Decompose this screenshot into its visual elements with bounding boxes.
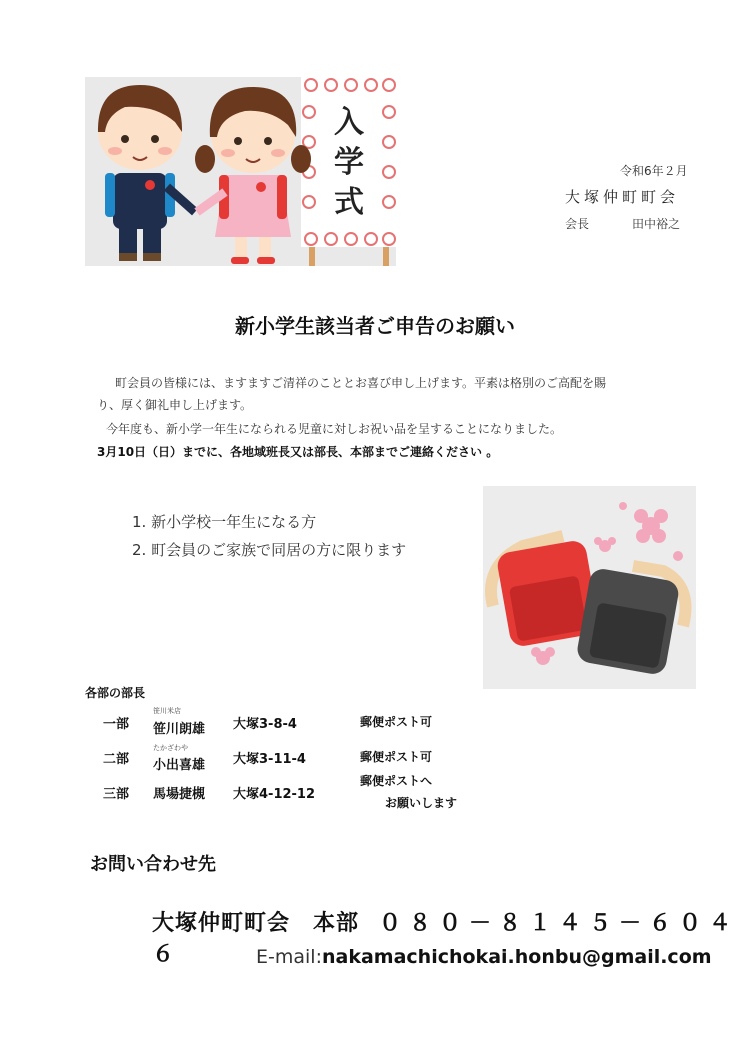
dept-label: 二部 bbox=[103, 752, 130, 767]
contact-org: 大塚仲町町会 本部 bbox=[152, 911, 360, 936]
sign-board bbox=[301, 77, 396, 266]
leader-name: 笹川朗雄 bbox=[153, 722, 206, 737]
sign-char-1: 入 bbox=[334, 105, 364, 140]
condition-item: 2. 町会員のご家族で同居の方に限ります bbox=[132, 541, 407, 559]
leader-name: 馬場捷槻 bbox=[153, 787, 206, 802]
page-title: 新小学生該当者ご申告のお願い bbox=[235, 314, 515, 338]
entrance-ceremony-illustration bbox=[85, 77, 396, 266]
contact-heading: お問い合わせ先 bbox=[90, 854, 216, 875]
organization-name: 大塚仲町町会 bbox=[565, 188, 680, 206]
contact-phone[interactable]: ０８０－８１４５－６０４６ bbox=[152, 911, 740, 967]
leader-address: 大塚3-8-4 bbox=[233, 717, 297, 732]
sign-char-2: 学 bbox=[334, 145, 364, 180]
condition-list bbox=[132, 508, 406, 564]
leader-note-cont: お願いします bbox=[385, 796, 458, 810]
leaders-heading: 各部の部長 bbox=[85, 686, 146, 700]
leader-name: 小出喜雄 bbox=[153, 758, 206, 773]
leader-note: 郵便ポスト可 bbox=[360, 715, 433, 729]
contact-email-line bbox=[256, 946, 712, 968]
body-line-1: 町会員の皆様には、ますますご清祥のこととお喜び申し上げます。平素は格別のご高配を賜 bbox=[115, 376, 607, 390]
dept-label: 三部 bbox=[103, 787, 130, 802]
body-line-2: り、厚く御礼申し上げます。 bbox=[97, 398, 253, 412]
email-label: E-mail: bbox=[256, 946, 322, 968]
leader-note: 郵便ポストへ bbox=[360, 774, 433, 788]
chair-role: 会長 bbox=[565, 217, 590, 231]
sign-char-3: 式 bbox=[334, 185, 364, 220]
leader-address: 大塚3-11-4 bbox=[233, 752, 306, 767]
body-deadline: 3月10日（日）までに、各地域班長又は部長、本部までご連絡ください 。 bbox=[97, 445, 499, 459]
dept-label: 一部 bbox=[103, 717, 130, 732]
randoseru-illustration bbox=[483, 486, 696, 689]
issue-date: 令和6年２月 bbox=[620, 164, 688, 178]
name-ruby: たかざわや bbox=[153, 744, 188, 752]
condition-item: 1. 新小学校一年生になる方 bbox=[132, 513, 317, 531]
contact-email-link[interactable]: nakamachichokai.honbu@gmail.com bbox=[321, 946, 712, 968]
body-line-3: 今年度も、新小学一年生になられる児童に対しお祝い品を呈することになりました。 bbox=[106, 422, 563, 436]
chair-name: 田中裕之 bbox=[632, 217, 681, 231]
name-ruby: 笹川米店 bbox=[153, 707, 181, 715]
leader-address: 大塚4-12-12 bbox=[233, 787, 316, 802]
leader-note: 郵便ポスト可 bbox=[360, 750, 433, 764]
